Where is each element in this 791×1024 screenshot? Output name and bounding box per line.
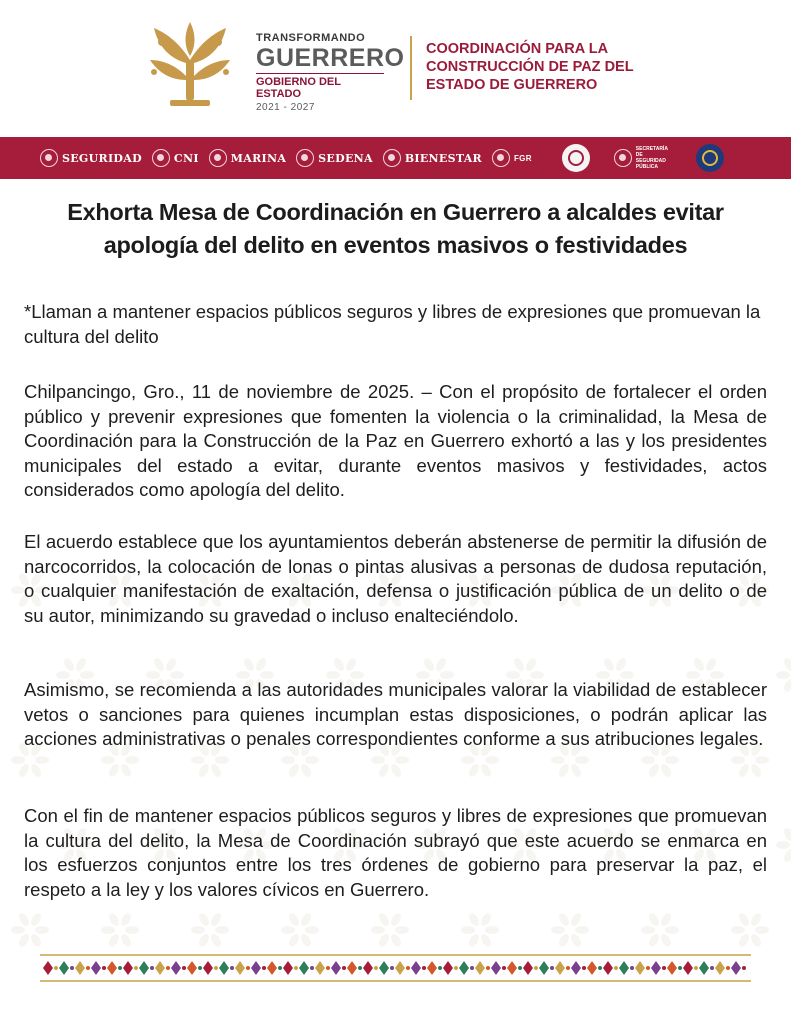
watermark-petal	[485, 926, 499, 934]
ornament-dot	[374, 966, 378, 970]
ornament-diamond	[715, 961, 725, 975]
watermark-petal	[35, 926, 49, 934]
watermark-petal	[377, 912, 391, 928]
ornament-diamond	[235, 961, 245, 975]
seal-icon	[296, 149, 314, 167]
ornament-dot	[550, 966, 554, 970]
article-title: Exhorta Mesa de Coordinación en Guerrero a alcaldes evitar apología del delito en eventos masivos o festividades	[67, 199, 724, 258]
ornament-dot	[566, 966, 570, 970]
watermark-petal	[575, 756, 589, 764]
ornament-dot	[150, 966, 154, 970]
ornament-dot	[518, 966, 522, 970]
ornament-dot	[86, 966, 90, 970]
ornament-dot	[278, 966, 282, 970]
ornament-dot	[662, 966, 666, 970]
watermark-petal	[749, 912, 763, 928]
seal-icon	[614, 149, 632, 167]
seal-icon	[209, 149, 227, 167]
watermark-petal	[776, 671, 790, 679]
watermark-petal	[281, 926, 295, 934]
ornament-diamond	[347, 961, 357, 975]
watermark-petal	[17, 932, 31, 948]
watermark-petal	[299, 932, 313, 948]
ornament-diamond	[139, 961, 149, 975]
seal-icon	[383, 149, 401, 167]
watermark-petal	[101, 756, 115, 764]
ornament-diamond	[651, 961, 661, 975]
watermark-petal	[434, 657, 448, 673]
watermark-petal	[107, 932, 121, 948]
ornament-diamond	[731, 961, 741, 975]
logo-term-years: 2021 - 2027	[256, 102, 315, 113]
institution-cni	[152, 149, 199, 167]
ssp-label: SECRETARÍA DE SEGURIDAD PÚBLICA	[635, 146, 668, 170]
ornament-dot	[406, 966, 410, 970]
ornament-diamond	[75, 961, 85, 975]
ornament-diamond	[155, 961, 165, 975]
institution-sedena	[296, 149, 373, 167]
ornament-dot	[470, 966, 474, 970]
watermark-petal	[281, 756, 295, 764]
guerrero-tree-logo-icon	[140, 20, 240, 112]
watermark-petal	[17, 762, 31, 778]
watermark-petal	[305, 926, 319, 934]
logo-tagline: TRANSFORMANDO	[256, 32, 366, 44]
ornament-diamond	[683, 961, 693, 975]
watermark-petal	[371, 756, 385, 764]
watermark-petal	[299, 762, 313, 778]
watermark-petal	[29, 762, 43, 778]
institutions-band	[0, 137, 791, 179]
watermark-petal	[557, 762, 571, 778]
watermark-petal	[11, 586, 25, 594]
watermark-petal	[647, 932, 661, 948]
watermark-petal	[389, 932, 403, 948]
ornament-dot	[726, 966, 730, 970]
ornament-diamond	[667, 961, 677, 975]
watermark-petal	[11, 756, 25, 764]
ornament-dot	[486, 966, 490, 970]
watermark-petal	[551, 756, 565, 764]
guerrero-logo-text	[256, 32, 404, 113]
watermark-petal	[29, 932, 43, 948]
watermark-petal	[371, 926, 385, 934]
watermark-petal	[422, 657, 436, 673]
article-paragraph-3: Asimismo, se recomienda a las autoridades municipales valorar la viabilidad de establecer vetos o sanciones para quienes incumplan estas disposiciones, o podrán aplicar las acciones administrativas o penales correspondientes conforme a sus atribuciones legales.	[24, 679, 767, 749]
watermark-petal	[461, 926, 475, 934]
ornament-dot	[438, 966, 442, 970]
watermark-petal	[125, 926, 139, 934]
ornament-diamond	[491, 961, 501, 975]
ornament-diamond	[427, 961, 437, 975]
watermark-petal	[749, 932, 763, 948]
watermark-petal	[332, 657, 346, 673]
ornament-diamond	[219, 961, 229, 975]
ornament-diamond	[603, 961, 613, 975]
watermark-petal	[242, 657, 256, 673]
watermark-petal	[395, 756, 409, 764]
ornament-dot	[582, 966, 586, 970]
watermark-petal	[344, 657, 358, 673]
watermark-petal	[197, 932, 211, 948]
watermark-petal	[152, 657, 166, 673]
ornament-diamond	[251, 961, 261, 975]
watermark-petal	[755, 756, 769, 764]
watermark-petal	[377, 762, 391, 778]
ornament-dot	[646, 966, 650, 970]
ornament-dot	[422, 966, 426, 970]
watermark-petal	[389, 912, 403, 928]
ornament-dot	[678, 966, 682, 970]
watermark-petal	[35, 756, 49, 764]
watermark-petal	[641, 926, 655, 934]
article-paragraph-2: El acuerdo establece que los ayuntamientos deberán abstenerse de permitir la difusión de narcocorridos, la colocación de lonas o pintas alusivas a personas de dudosa reputación, o cualquier manifestación de exaltación, defensa o justificación pública de un delito o de su autor, minimizando su gravedad o incluso enalteciéndolo.	[24, 531, 767, 626]
watermark-petal	[191, 926, 205, 934]
coordination-title	[426, 40, 686, 94]
ornament-dot	[454, 966, 458, 970]
watermark-petal	[299, 912, 313, 928]
watermark-petal	[119, 762, 133, 778]
ornament-dot	[182, 966, 186, 970]
ornament-dot	[598, 966, 602, 970]
ornament-diamond	[363, 961, 373, 975]
ornament-diamond	[171, 961, 181, 975]
watermark-petal	[776, 841, 790, 849]
watermark-petal	[191, 756, 205, 764]
watermark-petal	[569, 762, 583, 778]
watermark-petal	[287, 932, 301, 948]
watermark-petal	[665, 926, 679, 934]
ornament-dot	[246, 966, 250, 970]
ornament-diamond	[43, 961, 53, 975]
ornament-dot	[166, 966, 170, 970]
watermark-petal	[647, 912, 661, 928]
ornament-dot	[630, 966, 634, 970]
ornament-dot	[70, 966, 74, 970]
watermark-petal	[737, 912, 751, 928]
watermark-petal	[485, 756, 499, 764]
watermark-petal	[119, 932, 133, 948]
watermark-petal	[62, 657, 76, 673]
ornament-dot	[262, 966, 266, 970]
watermark-petal	[467, 912, 481, 928]
watermark-petal	[749, 762, 763, 778]
ornament-dot	[294, 966, 298, 970]
watermark-petal	[209, 762, 223, 778]
institution-ssp	[614, 146, 672, 170]
watermark-petal	[731, 926, 745, 934]
watermark-petal	[107, 912, 121, 928]
watermark-petal	[659, 912, 673, 928]
ornament-diamond	[187, 961, 197, 975]
watermark-petal	[755, 926, 769, 934]
watermark-petal	[614, 657, 628, 673]
ornament-dot	[198, 966, 202, 970]
ornament-dot	[118, 966, 122, 970]
ornament-diamond	[107, 961, 117, 975]
watermark-petal	[305, 756, 319, 764]
army-badge-icon	[562, 144, 590, 172]
watermark-petal	[254, 657, 268, 673]
seal-icon	[152, 149, 170, 167]
ornament-diamond	[283, 961, 293, 975]
ornament-dot	[230, 966, 234, 970]
ornament-dot	[326, 966, 330, 970]
ornament-dot	[390, 966, 394, 970]
institution-seguridad	[40, 149, 142, 167]
ornament-diamond	[507, 961, 517, 975]
ornament-diamond	[443, 961, 453, 975]
ornament-diamond	[475, 961, 485, 975]
watermark-petal	[647, 762, 661, 778]
ornament-dot	[102, 966, 106, 970]
article-paragraph-1: Chilpancingo, Gro., 11 de noviembre de 2025. – Con el propósito de fortalecer el orden público y prevenir expresiones que fomenten la violencia o la criminalidad, la Mesa de Coordinación para la Construcción de la Paz en Guerrero exhortó a las y los presidentes municipales del estado a evitar, durante eventos masivos y festividades, actos considerados como apología del delito.	[24, 381, 767, 500]
watermark-petal	[125, 756, 139, 764]
watermark-petal	[782, 657, 791, 673]
ornament-diamond	[523, 961, 533, 975]
watermark-petal	[479, 762, 493, 778]
watermark-petal	[287, 762, 301, 778]
article-subtitle: *Llaman a mantener espacios públicos seguros y libres de expresiones que promuevan la cultura del delito	[24, 301, 761, 347]
watermark-petal	[164, 657, 178, 673]
watermark-petal	[692, 657, 706, 673]
ornament-diamond	[635, 961, 645, 975]
logo-government: GOBIERNO DEL ESTADO	[256, 73, 384, 100]
ornament-diamond	[267, 961, 277, 975]
watermark-petal	[11, 926, 25, 934]
coordination-title-line-3: ESTADO DE GUERRERO	[426, 77, 598, 93]
watermark-petal	[101, 926, 115, 934]
watermark-petal	[704, 657, 718, 673]
seal-icon	[492, 149, 510, 167]
ornament-diamond	[203, 961, 213, 975]
watermark-petal	[29, 912, 43, 928]
ornament-dot	[310, 966, 314, 970]
ornament-diamond	[539, 961, 549, 975]
ornament-dot	[742, 966, 746, 970]
institution-label: BIENESTAR	[404, 151, 482, 165]
coordination-title-line-2: CONSTRUCCIÓN DE PAZ DEL	[426, 59, 634, 75]
ornament-diamond	[411, 961, 421, 975]
ornament-dot	[694, 966, 698, 970]
ornament-diamond	[587, 961, 597, 975]
header-divider	[410, 36, 412, 100]
watermark-petal	[512, 657, 526, 673]
watermark-petal	[215, 756, 229, 764]
watermark-petal	[479, 932, 493, 948]
watermark-petal	[389, 762, 403, 778]
ornament-dot	[134, 966, 138, 970]
ornament-dot	[614, 966, 618, 970]
watermark-petal	[197, 912, 211, 928]
watermark-petal	[467, 762, 481, 778]
watermark-petal	[641, 756, 655, 764]
watermark-petal	[17, 912, 31, 928]
institution-label: SEDENA	[318, 151, 373, 165]
ornament-dot	[534, 966, 538, 970]
coordination-title-line-1: COORDINACIÓN PARA LA	[426, 41, 609, 57]
institution-marina	[209, 149, 286, 167]
ornament-diamond	[555, 961, 565, 975]
watermark-petal	[287, 912, 301, 928]
ornament-diamond	[91, 961, 101, 975]
police-badge-icon	[696, 144, 724, 172]
watermark-petal	[209, 932, 223, 948]
institution-label: MARINA	[230, 151, 287, 165]
watermark-petal	[377, 932, 391, 948]
ornament-diamond	[123, 961, 133, 975]
watermark-petal	[395, 926, 409, 934]
watermark-petal	[731, 756, 745, 764]
watermark-petal	[107, 762, 121, 778]
watermark-petal	[215, 926, 229, 934]
ornament-dot	[710, 966, 714, 970]
ornament-diamond	[395, 961, 405, 975]
article-paragraph-4: Con el fin de mantener espacios públicos seguros y libres de expresiones que promuevan la cultura del delito, la Mesa de Coordinación subrayó que este acuerdo se enmarca en los esfuerzos conjuntos entre los tres órdenes de gobierno para preservar la paz, el respeto a la ley y los valores cívicos en Guerrero.	[24, 805, 767, 900]
ornament-diamond	[315, 961, 325, 975]
watermark-petal	[782, 847, 791, 863]
ornament-diamond	[619, 961, 629, 975]
ornament-diamond	[299, 961, 309, 975]
institution-label: CNI	[173, 151, 199, 165]
watermark-petal	[551, 926, 565, 934]
ornament-diamond	[331, 961, 341, 975]
watermark-petal	[74, 657, 88, 673]
watermark-petal	[782, 677, 791, 693]
watermark-petal	[602, 657, 616, 673]
institution-label: FGR	[514, 153, 532, 163]
watermark-petal	[209, 912, 223, 928]
watermark-petal	[557, 932, 571, 948]
ornament-diamond	[571, 961, 581, 975]
watermark-petal	[659, 932, 673, 948]
watermark-petal	[119, 912, 133, 928]
institution-fgr	[492, 149, 532, 167]
ornament-dot	[342, 966, 346, 970]
watermark-petal	[569, 932, 583, 948]
ornament-dot	[54, 966, 58, 970]
ornament-diamond	[379, 961, 389, 975]
logo-state-name: GUERRERO	[256, 44, 405, 72]
watermark-petal	[524, 657, 538, 673]
watermark-petal	[569, 912, 583, 928]
watermark-petal	[737, 932, 751, 948]
watermark-petal	[782, 827, 791, 843]
watermark-petal	[557, 912, 571, 928]
seal-icon	[40, 149, 58, 167]
ornament-dot	[502, 966, 506, 970]
watermark-petal	[737, 762, 751, 778]
ornament-diamond	[59, 961, 69, 975]
watermark-petal	[467, 932, 481, 948]
ornament-dot	[214, 966, 218, 970]
watermark-petal	[575, 926, 589, 934]
ornament-diamond	[699, 961, 709, 975]
watermark-petal	[665, 756, 679, 764]
watermark-petal	[197, 762, 211, 778]
watermark-petal	[659, 762, 673, 778]
ornament-dot	[358, 966, 362, 970]
watermark-petal	[479, 912, 493, 928]
ornament-diamond	[459, 961, 469, 975]
institution-label: SEGURIDAD	[62, 151, 142, 165]
institution-bienestar	[383, 149, 482, 167]
embroidery-ornament	[40, 953, 751, 983]
watermark-petal	[461, 756, 475, 764]
page-header	[0, 0, 791, 135]
